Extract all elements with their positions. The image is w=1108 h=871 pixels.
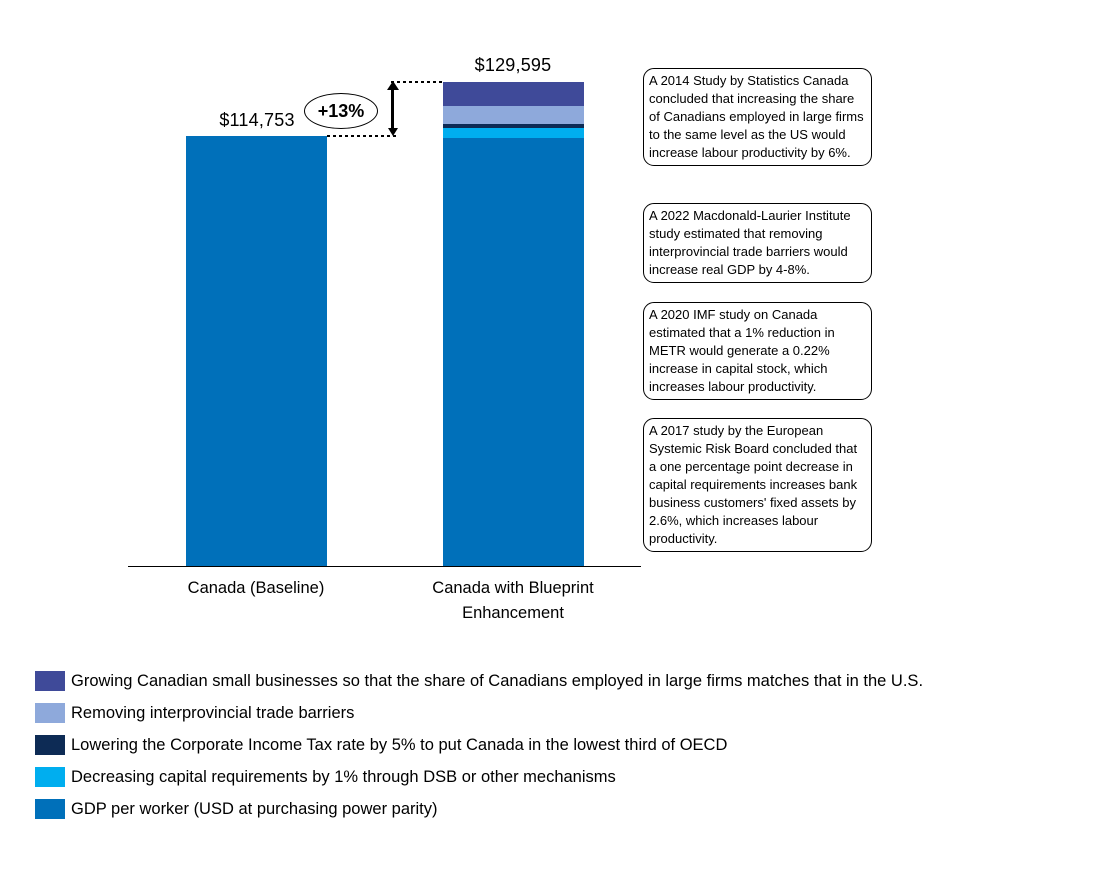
enhanced-value-label: $129,595 (474, 55, 552, 75)
legend-item-trade-barriers (35, 703, 923, 723)
legend-item-gdp-per-worker (35, 799, 923, 819)
legend-item-capital-requirements (35, 767, 923, 787)
x-label-canada-baseline: Canada (Baseline) (187, 579, 325, 597)
lower-dashed-guide (327, 135, 397, 137)
legend-label: Lowering the Corporate Income Tax rate by 5% to put Canada in the lowest third of OECD (71, 735, 728, 754)
segment-large-firms (443, 82, 584, 106)
increase-arrow-head-up-icon (387, 81, 399, 90)
legend-swatch-navy (35, 735, 65, 755)
x-label-canada-blueprint: Canada with Blueprint Enhancement (432, 579, 594, 622)
bar-canada-blueprint (443, 82, 584, 566)
callout-macdonald-laurier-2022: A 2022 Macdonald-Laurier Institute study estimated that removing interprovincial trade barriers would increase real GDP by 4-8%. (643, 203, 872, 283)
legend-swatch-cyan (35, 767, 65, 787)
legend (35, 671, 923, 831)
legend-swatch-periwinkle (35, 703, 65, 723)
legend-swatch-indigo (35, 671, 65, 691)
legend-swatch-blue (35, 799, 65, 819)
increase-arrow-head-down-icon (388, 128, 398, 136)
increase-arrow (391, 89, 394, 130)
baseline-value-label: $114,753 (219, 110, 295, 130)
percent-change-badge: +13% (304, 93, 378, 129)
callout-imf-2020: A 2020 IMF study on Canada estimated that a 1% reduction in METR would generate a 0.22% increase in capital stock, which increases labour productivity. (643, 302, 872, 400)
legend-label: Growing Canadian small businesses so that the share of Canadians employed in large firms matches that in the U.S. (71, 671, 924, 690)
legend-label: GDP per worker (USD at purchasing power parity) (71, 799, 438, 818)
x-axis-line (128, 566, 641, 567)
callout-statistics-canada-2014: A 2014 Study by Statistics Canada concluded that increasing the share of Canadians employed in large firms to the same level as the US would increase labour productivity by 6%. (643, 68, 872, 166)
legend-label: Removing interprovincial trade barriers (71, 703, 355, 722)
callout-esrb-2017: A 2017 study by the European Systemic Risk Board concluded that a one percentage point decrease in capital requirements increases bank business customers' fixed assets by 2.6%, which increases labour productivity. (643, 418, 872, 552)
segment-trade-barriers (443, 106, 584, 124)
legend-label: Decreasing capital requirements by 1% through DSB or other mechanisms (71, 767, 616, 786)
bar-canada-baseline (186, 136, 327, 566)
legend-item-large-firms (35, 671, 923, 691)
upper-dashed-guide (391, 81, 443, 83)
segment-gdp-per-worker (443, 138, 584, 566)
legend-item-corporate-tax (35, 735, 923, 755)
segment-capital-requirements (443, 128, 584, 138)
